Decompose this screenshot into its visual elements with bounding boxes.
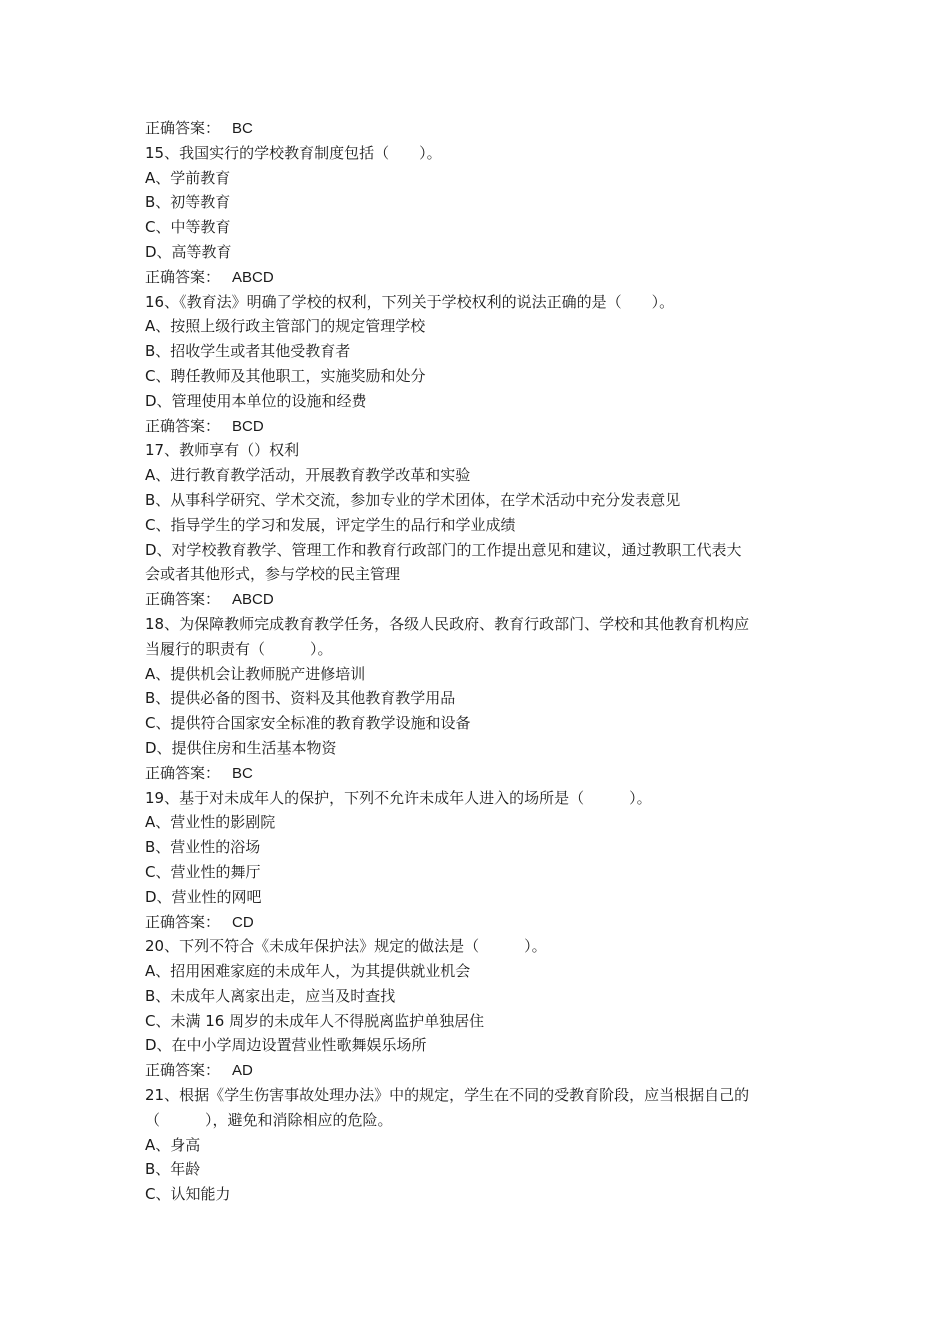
answer-label: 正确答案：	[145, 1061, 221, 1080]
question-text: 19、基于对未成年人的保护，下列不允许未成年人进入的场所是（ ）。	[145, 788, 652, 807]
option-text: B、营业性的浴场	[145, 838, 261, 857]
answer-line	[145, 265, 815, 290]
answer-value: BCD	[232, 417, 264, 435]
option-text: A、身高	[145, 1135, 201, 1154]
answer-label: 正确答案：	[145, 590, 221, 609]
question-text: 18、为保障教师完成教育教学任务，各级人民政府、教育行政部门、学校和其他教育机构应	[145, 614, 750, 633]
option-text: B、未成年人离家出走，应当及时查找	[145, 986, 396, 1005]
option-text: D、高等教育	[145, 242, 232, 261]
option-text: C、中等教育	[145, 218, 231, 237]
option-text: D、提供住房和生活基本物资	[145, 738, 337, 757]
option-text: D、对学校教育教学、管理工作和教育行政部门的工作提出意见和建议，通过教职工代表大	[145, 540, 742, 559]
option-text: B、招收学生或者其他受教育者	[145, 342, 351, 361]
option-text: A、学前教育	[145, 168, 231, 187]
option-text: D、在中小学周边设置营业性歌舞娱乐场所	[145, 1036, 427, 1055]
option-text: B、年龄	[145, 1160, 201, 1179]
answer-line	[145, 587, 815, 612]
option-text: A、按照上级行政主管部门的规定管理学校	[145, 317, 426, 336]
answer-label: 正确答案：	[145, 119, 221, 137]
option-text: B、提供必备的图书、资料及其他教育教学用品	[145, 689, 456, 708]
answer-value: CD	[232, 913, 254, 931]
question-text: 20、下列不符合《未成年保护法》规定的做法是（ ）。	[145, 937, 547, 956]
option-text: C、聘任教师及其他职工，实施奖励和处分	[145, 366, 426, 385]
option-text: A、营业性的影剧院	[145, 813, 276, 832]
option-text: A、招用困难家庭的未成年人，为其提供就业机会	[145, 962, 471, 981]
option-text: D、营业性的网吧	[145, 887, 262, 906]
answer-line	[145, 1058, 815, 1083]
answer-value: ABCD	[232, 591, 274, 609]
answer-line	[145, 414, 815, 439]
option-text: D、管理使用本单位的设施和经费	[145, 391, 367, 410]
answer-label: 正确答案：	[145, 912, 221, 931]
option-text: C、提供符合国家安全标准的教育教学设施和设备	[145, 714, 471, 733]
question-text: （ ），避免和消除相应的危险。	[145, 1110, 393, 1129]
question-text: 21、根据《学生伤害事故处理办法》中的规定，学生在不同的受教育阶段，应当根据自己的	[145, 1086, 750, 1105]
answer-line	[145, 910, 815, 935]
option-text: A、进行教育教学活动，开展教育教学改革和实验	[145, 466, 471, 485]
question-text: 17、教师享有（）权利	[145, 441, 300, 460]
answer-value: AD	[232, 1062, 253, 1080]
question-text: 当履行的职责有（ ）。	[145, 639, 333, 658]
answer-label: 正确答案：	[145, 416, 221, 435]
option-text: B、从事科学研究、学术交流，参加专业的学术团体，在学术活动中充分发表意见	[145, 490, 681, 509]
option-text: C、营业性的舞厅	[145, 862, 261, 881]
answer-value: BC	[232, 120, 253, 137]
answer-line	[145, 116, 815, 141]
answer-label: 正确答案：	[145, 763, 221, 782]
answer-value: BC	[232, 764, 253, 782]
question-text: 16、《教育法》明确了学校的权利，下列关于学校权利的说法正确的是（ ）。	[145, 292, 675, 311]
answer-label: 正确答案：	[145, 267, 221, 286]
option-text: A、提供机会让教师脱产进修培训	[145, 664, 366, 683]
option-text: C、认知能力	[145, 1185, 231, 1204]
answer-value: ABCD	[232, 268, 274, 286]
option-text: 会或者其他形式，参与学校的民主管理	[145, 565, 401, 584]
answer-line	[145, 761, 815, 786]
option-text: B、初等教育	[145, 193, 231, 212]
option-text: C、指导学生的学习和发展，评定学生的品行和学业成绩	[145, 515, 516, 534]
question-text: 15、我国实行的学校教育制度包括（ ）。	[145, 143, 442, 162]
option-text: C、未满 16 周岁的未成年人不得脱离监护单独居住	[145, 1011, 485, 1030]
document-body	[145, 116, 815, 1207]
